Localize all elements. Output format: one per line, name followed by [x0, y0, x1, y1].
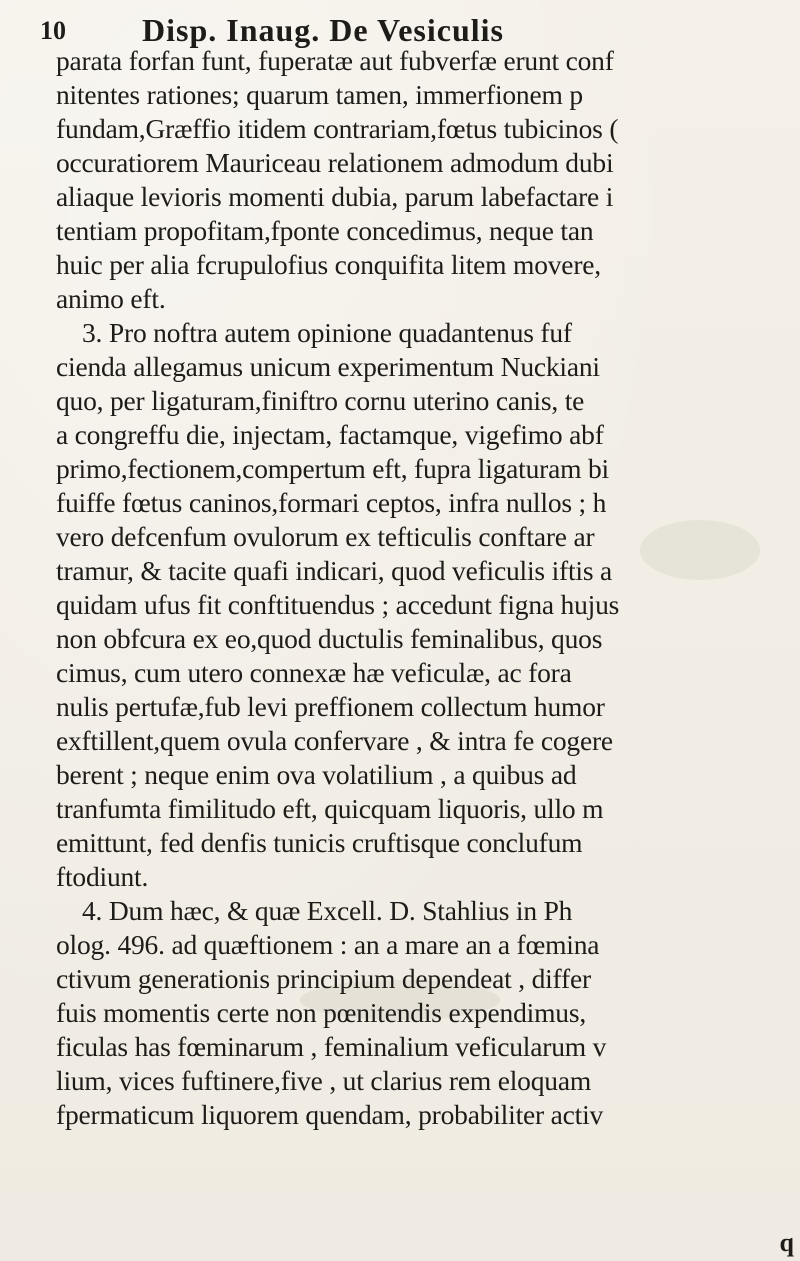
text-line: occuratiorem Mauriceau relationem admodum dubi: [56, 147, 614, 178]
text-line: fuis momentis certe non pœnitendis expendimus,: [56, 997, 587, 1028]
text-line: parata forfan funt, fuperatæ aut fubverfæ erunt conf: [56, 45, 614, 76]
text-line: lium, vices fuftinere,five , ut clarius rem eloquam: [56, 1065, 592, 1096]
text-line: ctivum generationis principium dependeat , differ: [56, 963, 591, 994]
text-line: olog. 496. ad quæftionem : an a mare an a fœmina: [56, 929, 600, 960]
text-line: quo, per ligaturam,finiftro cornu uterino canis, te: [56, 385, 585, 416]
running-head: Disp. Inaug. De Vesiculis: [142, 12, 504, 48]
text-line: berent ; neque enim ova volatilium , a quibus ad: [56, 759, 577, 790]
text-line: quidam ufus fit conftituendus ; accedunt figna hujus: [56, 589, 620, 620]
text-line: primo,fectionem,compertum eft, fupra ligaturam bi: [56, 453, 609, 484]
text-line: animo eft.: [56, 283, 166, 314]
paragraph-start: 3. Pro noftra autem opinione quadantenus fuf: [82, 317, 572, 348]
text-line: aliaque levioris momenti dubia, parum labefactare i: [56, 181, 614, 212]
paragraph-start: 4. Dum hæc, & quæ Excell. D. Stahlius in Ph: [82, 895, 573, 926]
text-line: exftillent,quem ovula confervare , & intra fe cogere: [56, 725, 613, 756]
text-line: tentiam propofitam,fponte concedimus, neque tan: [56, 215, 594, 246]
text-line: huic per alia fcrupulofius conquifita litem movere,: [56, 249, 601, 280]
text-line: cienda allegamus unicum experimentum Nuckiani: [56, 351, 600, 382]
text-line: tramur, & tacite quafi indicari, quod veficulis iftis a: [56, 555, 613, 586]
text-line: cimus, cum utero connexæ hæ veficulæ, ac fora: [56, 657, 572, 688]
page-number: 10: [40, 16, 66, 45]
catchword: q: [779, 1228, 794, 1257]
text-line: fpermaticum liquorem quendam, probabiliter activ: [56, 1099, 604, 1130]
body-text: [56, 44, 800, 1224]
text-line: tranfumta fimilitudo eft, quicquam liquoris, ullo m: [56, 793, 604, 824]
text-line: ficulas has fœminarum , feminalium veficularum v: [56, 1031, 607, 1062]
text-line: fuiffe fœtus caninos,formari ceptos, infra nullos ; h: [56, 487, 607, 518]
text-line: a congreffu die, injectam, factamque, vigefimo abf: [56, 419, 604, 450]
text-line: ftodiunt.: [56, 861, 149, 892]
text-line: nitentes rationes; quarum tamen, immerfionem p: [56, 79, 583, 110]
text-line: vero defcenfum ovulorum ex tefticulis conftare ar: [56, 521, 595, 552]
text-line: nulis pertufæ,fub levi preffionem collectum humor: [56, 691, 605, 722]
text-line: emittunt, fed denfis tunicis cruftisque conclufum: [56, 827, 583, 858]
text-line: fundam,Græffio itidem contrariam,fœtus tubicinos (: [56, 113, 619, 144]
text-line: non obfcura ex eo,quod ductulis feminalibus, quos: [56, 623, 603, 654]
